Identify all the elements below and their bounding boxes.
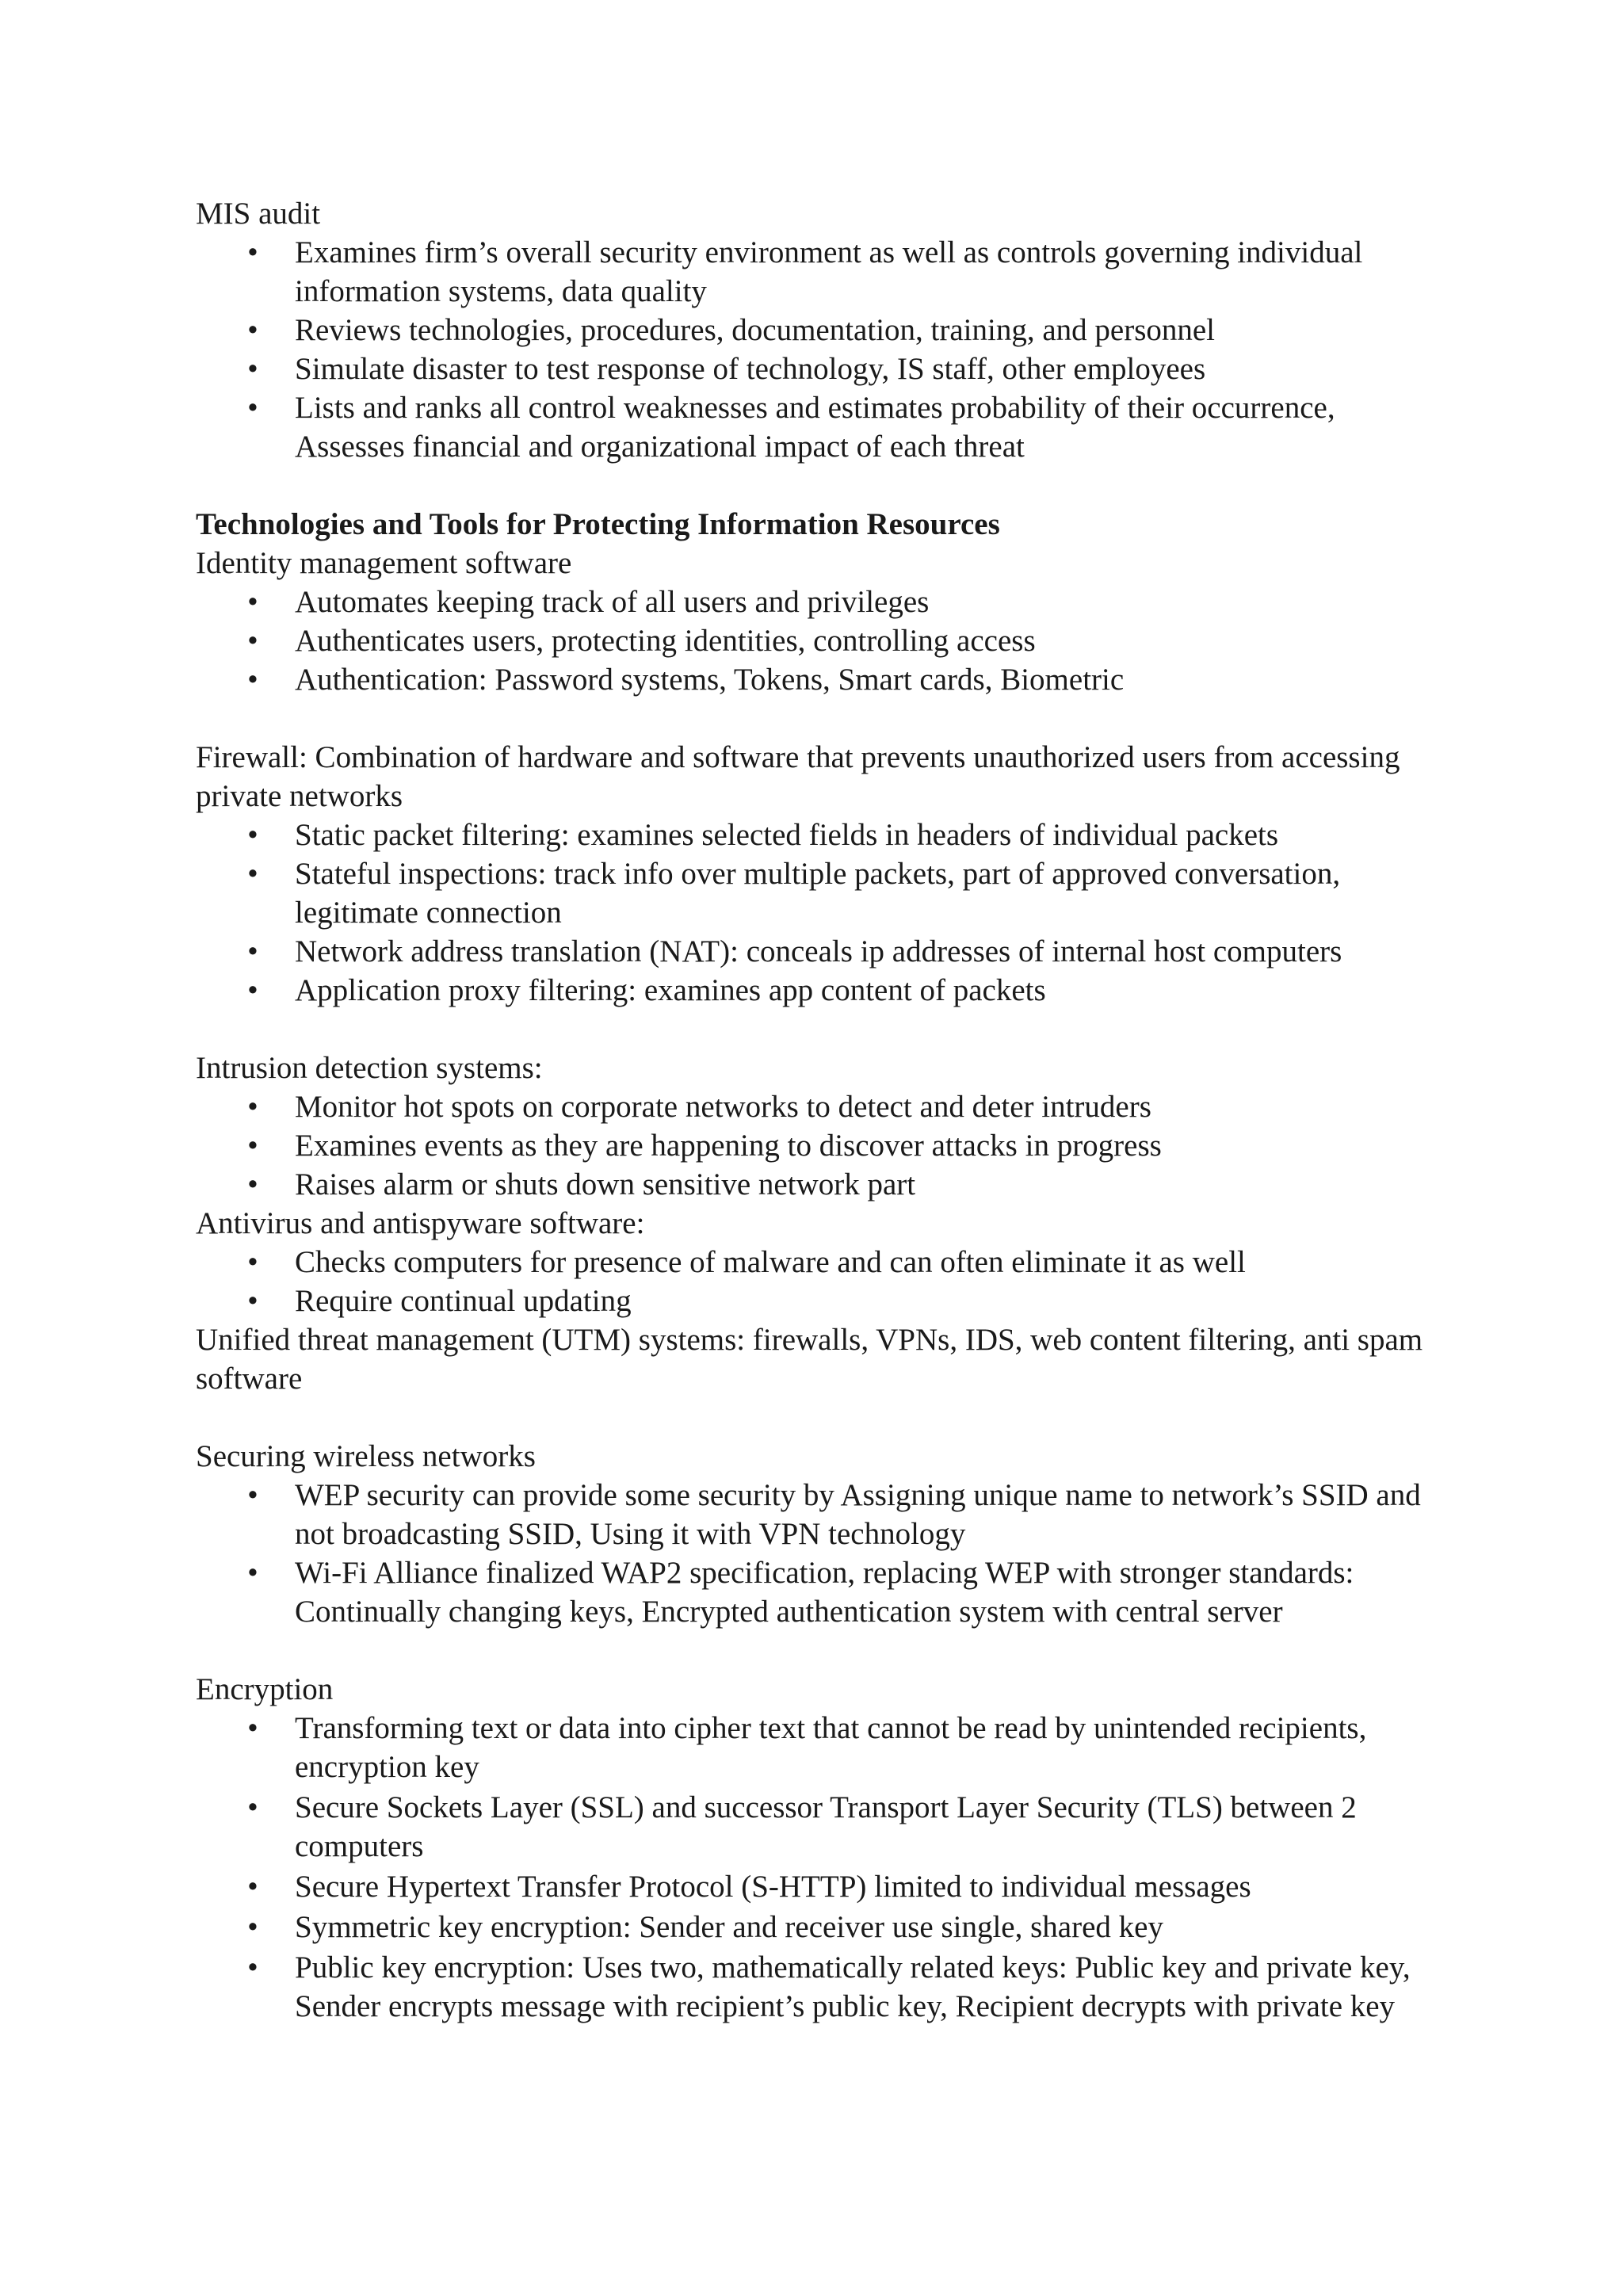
section-heading: Technologies and Tools for Protecting Information Resources [196,507,1000,541]
list-item-text: Simulate disaster to test response of technology, IS staff, other employees [295,352,1206,386]
list-item-text: Examines firm’s overall security environment as well as controls governing individual information systems, data quality [295,235,1363,308]
bullet-icon: • [247,1478,258,1512]
list-item-text: Authenticates users, protecting identities, controlling access [295,624,1036,658]
bullet-icon: • [247,235,258,269]
list-item-text: Monitor hot spots on corporate networks to detect and deter intruders [295,1090,1151,1124]
bullet-icon: • [247,1167,258,1201]
list-item [196,233,1448,311]
list-item [196,1087,1448,1126]
list-item [196,1867,1448,1906]
bullet-icon: • [247,1284,258,1318]
list-item-text: Public key encryption: Uses two, mathematically related keys: Public key and private key, Sender encrypts message with recipient’s public key, Recipient decrypts with private key [295,1950,1411,2023]
list-item-text: Examines events as they are happening to discover attacks in progress [295,1129,1162,1163]
section-title: Intrusion detection systems: [196,1051,543,1085]
list-item-text: Static packet filtering: examines selected fields in headers of individual packets [295,818,1279,852]
bullet-icon: • [247,1711,258,1745]
bullet-icon: • [247,1790,258,1824]
list-item-text: Checks computers for presence of malware and can often eliminate it as well [295,1245,1246,1279]
bullet-list [196,583,1448,699]
utm-paragraph: Unified threat management (UTM) systems: firewalls, VPNs, IDS, web content filtering, anti spam software [196,1323,1423,1396]
list-item [196,1553,1448,1631]
bullet-list [196,1476,1448,1631]
list-item [196,854,1448,932]
list-item-text: Secure Sockets Layer (SSL) and successor Transport Layer Security (TLS) between 2 computers [295,1790,1357,1863]
bullet-icon: • [247,818,258,852]
list-item [196,1788,1448,1866]
bullet-list [196,816,1448,1010]
list-item-text: Raises alarm or shuts down sensitive network part [295,1167,916,1201]
list-item [196,1243,1448,1282]
list-item [196,932,1448,971]
section-mis-audit [196,194,1448,466]
subsection-title: Antivirus and antispyware software: [196,1206,645,1240]
list-item [196,816,1448,854]
bullet-icon: • [247,585,258,619]
bullet-icon: • [247,391,258,425]
section-title: MIS audit [196,197,321,231]
list-item [196,311,1448,350]
list-item-text: Lists and ranks all control weaknesses and estimates probability of their occurrence, Assesses financial and organizational impact of each threat [295,391,1335,464]
section-title: Identity management software [196,546,572,580]
list-item-text: WEP security can provide some security by Assigning unique name to network’s SSID and not broadcasting SSID, Using it with VPN technology [295,1478,1421,1551]
bullet-icon: • [247,1870,258,1904]
section-intrusion-detection [196,1049,1448,1398]
list-item-text: Transforming text or data into cipher text that cannot be read by unintended recipients, encryption key [295,1711,1367,1784]
section-encryption [196,1670,1448,2026]
list-item [196,1908,1448,1946]
list-item [196,1709,1448,1786]
list-item-text: Network address translation (NAT): conceals ip addresses of internal host computers [295,934,1342,968]
list-item [196,350,1448,388]
section-technologies [196,505,1448,699]
list-item-text: Reviews technologies, procedures, documentation, training, and personnel [295,313,1216,347]
bullet-list [196,1709,1448,2026]
bullet-icon: • [247,1129,258,1163]
bullet-icon: • [247,934,258,968]
bullet-icon: • [247,313,258,347]
list-item [196,1476,1448,1553]
list-item-text: Symmetric key encryption: Sender and receiver use single, shared key [295,1910,1163,1944]
list-item-text: Require continual updating [295,1284,632,1318]
list-item [196,1126,1448,1165]
list-item-text: Automates keeping track of all users and privileges [295,585,930,619]
bullet-list [196,1243,1448,1320]
section-title: Encryption [196,1672,334,1706]
bullet-icon: • [247,1950,258,1985]
bullet-icon: • [247,352,258,386]
list-item [196,971,1448,1010]
bullet-icon: • [247,1910,258,1944]
section-wireless [196,1437,1448,1631]
bullet-icon: • [247,1090,258,1124]
list-item-text: Application proxy filtering: examines app content of packets [295,973,1046,1007]
list-item [196,1948,1448,2026]
document-page [196,194,1448,2027]
bullet-icon: • [247,973,258,1007]
list-item [196,1282,1448,1320]
bullet-list [196,1087,1448,1204]
list-item [196,388,1448,466]
list-item-text: Wi-Fi Alliance finalized WAP2 specification, replacing WEP with stronger standards: Continually changing keys, Encrypted authentication system with central server [295,1556,1354,1629]
bullet-icon: • [247,624,258,658]
list-item-text: Authentication: Password systems, Tokens, Smart cards, Biometric [295,663,1125,697]
list-item-text: Secure Hypertext Transfer Protocol (S-HTTP) limited to individual messages [295,1870,1251,1904]
section-title: Securing wireless networks [196,1439,536,1473]
list-item [196,583,1448,621]
bullet-list [196,233,1448,466]
list-item [196,1165,1448,1204]
list-item [196,621,1448,660]
bullet-icon: • [247,857,258,891]
bullet-icon: • [247,1245,258,1279]
section-title: Firewall: Combination of hardware and software that prevents unauthorized users from accessing private networks [196,740,1400,813]
bullet-icon: • [247,1556,258,1590]
list-item [196,660,1448,699]
section-firewall [196,738,1448,1010]
bullet-icon: • [247,663,258,697]
list-item-text: Stateful inspections: track info over multiple packets, part of approved conversation, legitimate connection [295,857,1341,930]
